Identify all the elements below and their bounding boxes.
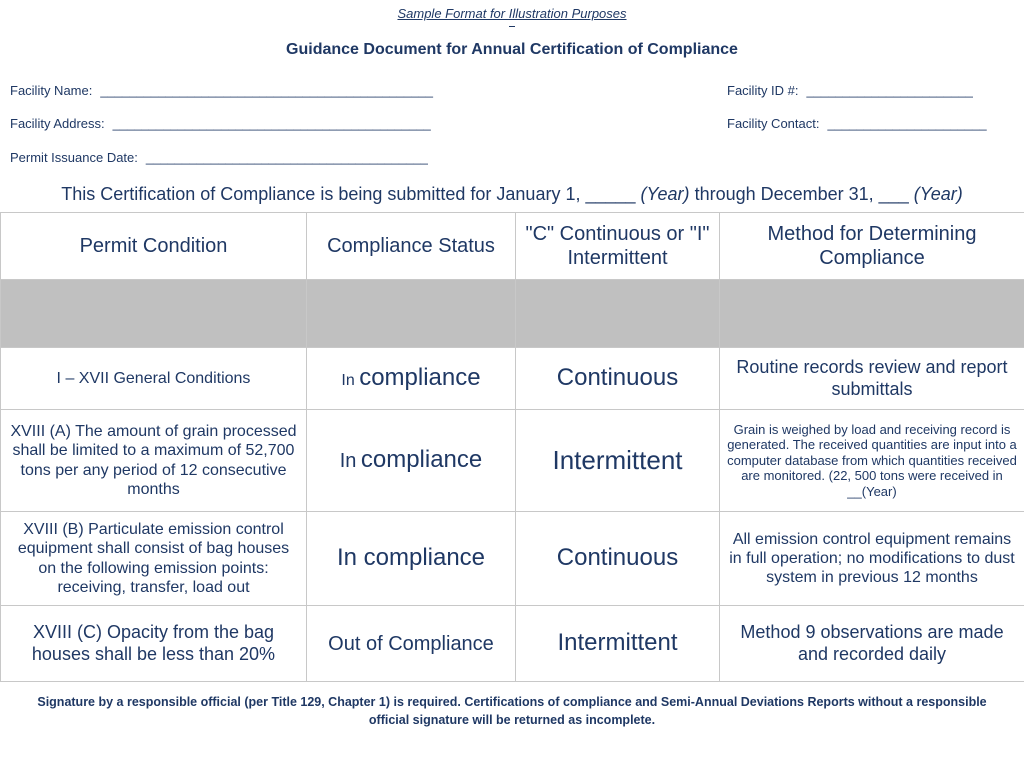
table-row	[1, 348, 1024, 410]
facility-name-line: ______________________________________________	[100, 83, 433, 98]
facility-contact-label: Facility Contact:	[727, 116, 820, 131]
condition-cell: XVIII (C) Opacity from the bag houses shall be less than 20%	[1, 606, 307, 682]
facility-address-label: Facility Address:	[10, 116, 105, 131]
facility-address-line: ____________________________________________	[112, 116, 431, 131]
facility-id-field	[727, 83, 973, 98]
header-continuous-intermittent: "C" Continuous or "I" Intermittent	[516, 213, 720, 280]
facility-contact-field	[727, 116, 987, 131]
permit-date-label: Permit Issuance Date:	[10, 150, 138, 165]
condition-cell: XVIII (A) The amount of grain processed shall be limited to a maximum of 52,700 tons per any period of 12 consecutive months	[1, 410, 307, 512]
condition-cell: I – XVII General Conditions	[1, 348, 307, 410]
period-middle: through December 31, ___	[694, 184, 909, 204]
status-prefix: In	[339, 450, 357, 473]
condition-cell: XVIII (B) Particulate emission control equipment shall consist of bag houses on the following emission points: receiving, transfer, load out	[1, 512, 307, 606]
method-cell: Method 9 observations are made and recorded daily	[720, 606, 1024, 682]
decorative-dash	[509, 26, 515, 27]
facility-name-field	[10, 83, 433, 98]
period-year-1: (Year)	[640, 184, 690, 204]
status-main: compliance	[360, 446, 483, 474]
compliance-table	[0, 212, 1024, 682]
permit-date-field	[10, 150, 428, 165]
signature-notice: Signature by a responsible official (per Title 129, Chapter 1) is required. Certifications of compliance and Semi-Annual Deviations Reports without a responsible official signature will be returned as incomplete.	[37, 695, 987, 727]
method-cell: Routine records review and report submittals	[720, 348, 1024, 410]
facility-name-label: Facility Name:	[10, 83, 93, 98]
type-cell: Intermittent	[516, 606, 720, 682]
sample-format-note: Sample Format for Illustration Purposes	[397, 6, 627, 21]
table-row	[1, 512, 1024, 606]
method-cell: All emission control equipment remains in full operation; no modifications to dust system in previous 12 months	[720, 512, 1024, 606]
type-cell: Intermittent	[516, 410, 720, 512]
status-cell	[307, 348, 516, 410]
table-header-row	[1, 213, 1024, 280]
header-compliance-status: Compliance Status	[307, 213, 516, 280]
period-year-2: (Year)	[913, 184, 963, 204]
permit-date-line: _______________________________________	[145, 150, 428, 165]
certification-period	[0, 184, 1024, 205]
header-permit-condition: Permit Condition	[1, 213, 307, 280]
status-cell	[307, 410, 516, 512]
type-cell: Continuous	[516, 348, 720, 410]
table-spacer-row	[1, 280, 1024, 348]
header-method: Method for Determining Compliance	[720, 213, 1024, 280]
facility-address-field	[10, 116, 431, 131]
document-title: Guidance Document for Annual Certification of Compliance	[286, 41, 738, 58]
type-cell: Continuous	[516, 512, 720, 606]
status-main: compliance	[359, 364, 481, 392]
facility-id-label: Facility ID #:	[727, 83, 799, 98]
period-prefix: This Certification of Compliance is being submitted for January 1, _____	[61, 184, 636, 204]
facility-contact-line: ______________________	[827, 116, 987, 131]
table-row	[1, 410, 1024, 512]
status-prefix: In	[341, 372, 355, 390]
table-row	[1, 606, 1024, 682]
status-cell: In compliance	[307, 512, 516, 606]
method-cell: Grain is weighed by load and receiving record is generated. The received quantities are input into a computer database from which quantities received are monitored. (22, 500 tons were received in __(Year)	[720, 410, 1024, 512]
facility-id-line: _______________________	[806, 83, 973, 98]
status-cell: Out of Compliance	[307, 606, 516, 682]
